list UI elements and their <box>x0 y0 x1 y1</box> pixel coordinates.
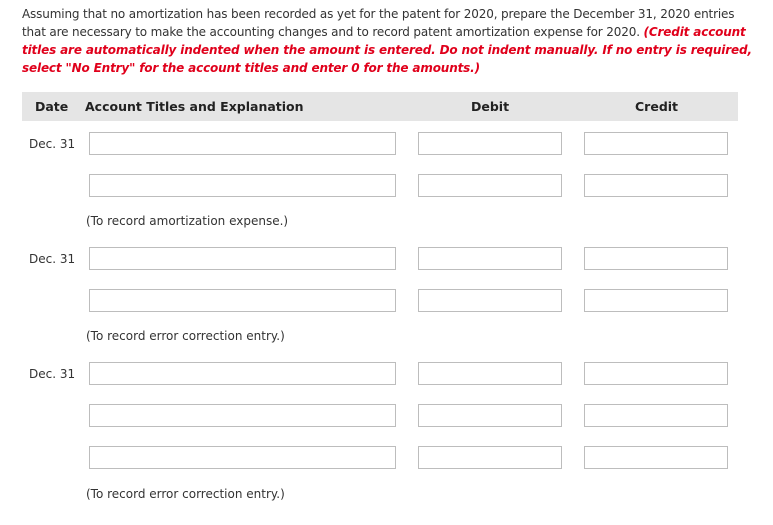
entry-3-line-1-credit-input[interactable] <box>584 362 728 385</box>
entry-1-note: (To record amortization expense.) <box>86 214 289 228</box>
header-date: Date <box>35 99 69 114</box>
entry-2-line-1-credit-input[interactable] <box>584 247 728 270</box>
entry-3-date: Dec. 31 <box>29 367 76 381</box>
header-debit: Debit <box>471 99 510 114</box>
entry-2-line-1-account-input[interactable] <box>89 247 396 270</box>
entry-3-line-3-debit-input[interactable] <box>418 446 562 469</box>
entry-1-line-2-credit-input[interactable] <box>584 174 728 197</box>
entry-3-line-1-debit-input[interactable] <box>418 362 562 385</box>
journal-table-header <box>22 92 738 121</box>
entry-3-line-1-account-input[interactable] <box>89 362 396 385</box>
instructions-red-text: (Credit account titles are automatically indented when the amount is entered. Do not indent manually. If no entry is required, select "No Entry" for the account titles and enter 0 for the amounts.) <box>22 25 752 75</box>
instructions-text: Assuming that no amortization has been recorded as yet for the patent for 2020, prepare the December 31, 2020 entries that are necessary to make the accounting changes and to record patent amortization expense for 2020. <box>22 7 735 39</box>
entry-1-date: Dec. 31 <box>29 137 76 151</box>
entry-1-line-2-account-input[interactable] <box>89 174 396 197</box>
entry-1-line-2-debit-input[interactable] <box>418 174 562 197</box>
entry-3-line-3-account-input[interactable] <box>89 446 396 469</box>
header-account-titles: Account Titles and Explanation <box>85 99 304 114</box>
entry-1-line-1-debit-input[interactable] <box>418 132 562 155</box>
entry-3-note: (To record error correction entry.) <box>86 487 285 501</box>
entry-3-line-2-account-input[interactable] <box>89 404 396 427</box>
entry-2-note: (To record error correction entry.) <box>86 329 285 343</box>
entry-3-line-3-credit-input[interactable] <box>584 446 728 469</box>
entry-2-line-2-debit-input[interactable] <box>418 289 562 312</box>
entry-1-line-1-credit-input[interactable] <box>584 132 728 155</box>
entry-3-line-2-credit-input[interactable] <box>584 404 728 427</box>
entry-3-line-2-debit-input[interactable] <box>418 404 562 427</box>
instructions <box>22 5 752 77</box>
entry-2-line-1-debit-input[interactable] <box>418 247 562 270</box>
header-credit: Credit <box>635 99 679 114</box>
entry-2-line-2-credit-input[interactable] <box>584 289 728 312</box>
entry-1-line-1-account-input[interactable] <box>89 132 396 155</box>
entry-2-line-2-account-input[interactable] <box>89 289 396 312</box>
entry-2-date: Dec. 31 <box>29 252 76 266</box>
